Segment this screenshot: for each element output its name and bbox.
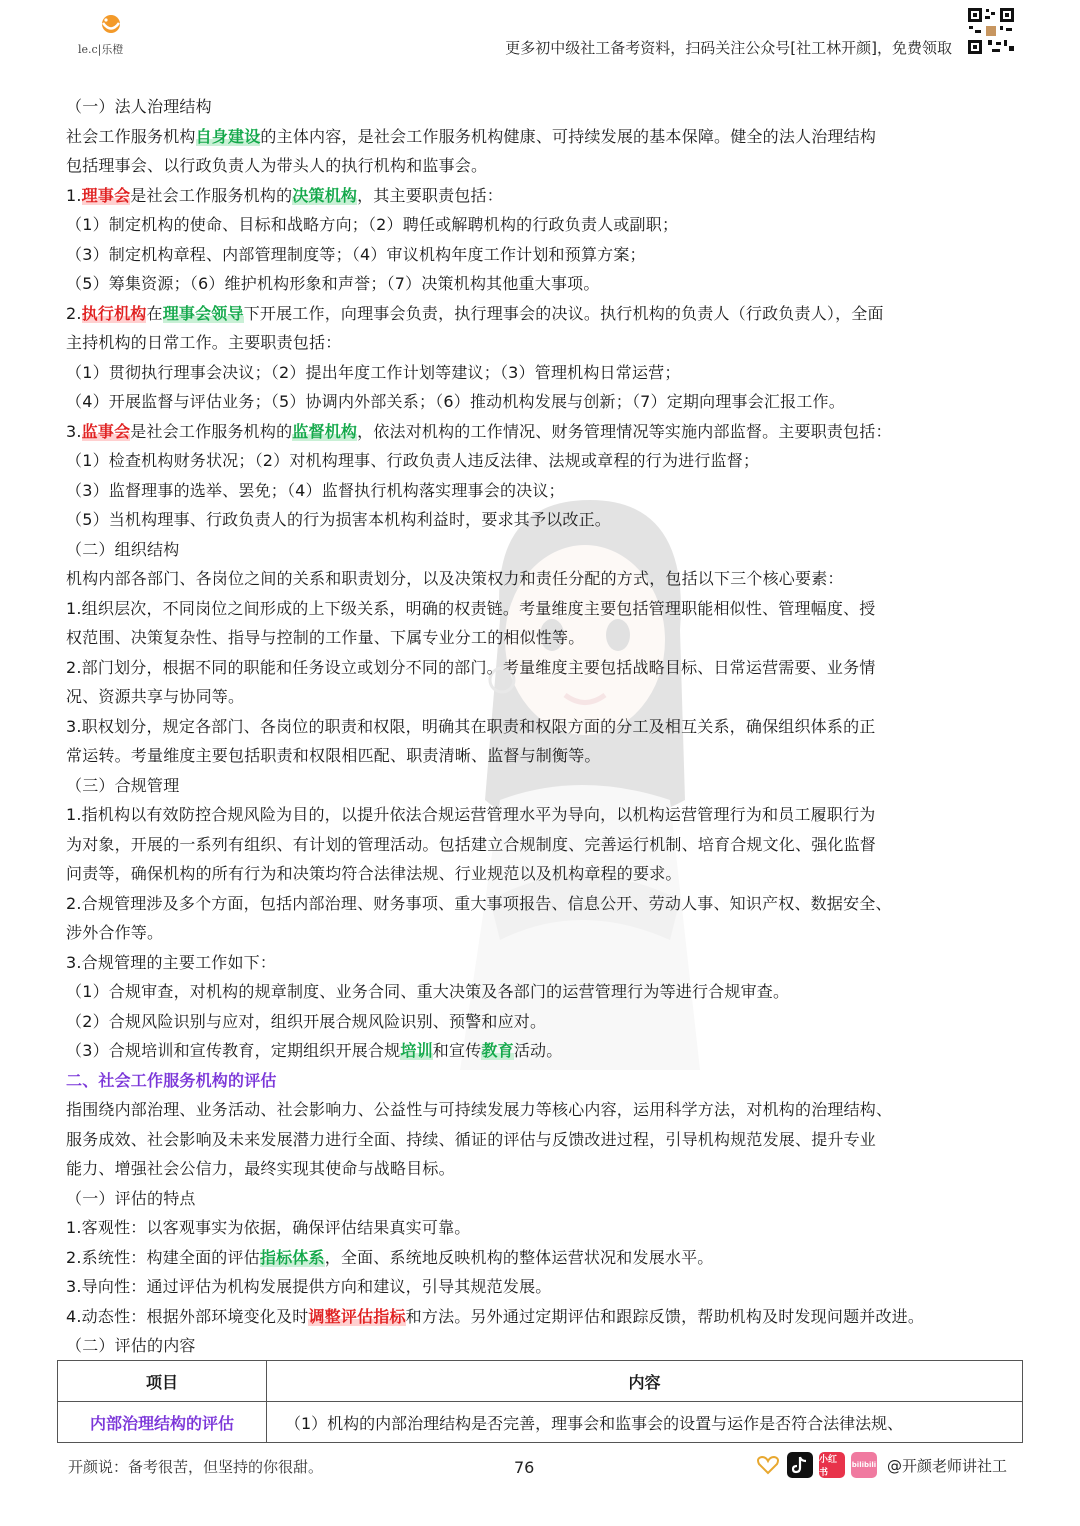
xiaohongshu-icon[interactable]: 小红书	[819, 1452, 845, 1478]
list-item: （4）开展监督与评估业务；（5）协调内外部关系；（6）推动机构发展与创新；（7）定期向理事会汇报工作。	[66, 392, 845, 411]
paragraph: 1.理事会是社会工作服务机构的决策机构，其主要职责包括：	[66, 185, 503, 205]
page-footer	[0, 1448, 1080, 1488]
paragraph: 3.职权划分，规定各部门、各岗位的职责和权限，明确其在职责和权限方面的分工及相互关系，确保组织体系的正	[66, 716, 876, 736]
keyword-highlight: 指标体系	[259, 1247, 325, 1267]
table-cell-item: 内部治理结构的评估	[58, 1402, 267, 1443]
paragraph: 指围绕内部治理、业务活动、社会影响力、公益性与可持续发展力等核心内容，运用科学方法，对机构的治理结构、	[66, 1100, 893, 1119]
paragraph: 3.监事会是社会工作服务机构的监督机构，依法对机构的工作情况、财务管理情况等实施内部监督。主要职责包括：	[66, 421, 892, 441]
keyword-highlight: 自身建设	[195, 126, 261, 146]
paragraph: 2.系统性：构建全面的评估指标体系，全面、系统地反映机构的整体运营状况和发展水平。	[66, 1247, 714, 1267]
qr-code-icon	[966, 6, 1016, 56]
section-heading: （二）评估的内容	[66, 1336, 196, 1355]
paragraph: 3.合规管理的主要工作如下：	[66, 952, 277, 972]
heart-icon	[755, 1452, 781, 1478]
paragraph: 包括理事会、以行政负责人为带头人的执行机构和监事会。	[66, 156, 488, 175]
paragraph: 2.合规管理涉及多个方面，包括内部治理、财务事项、重大事项报告、信息公开、劳动人事、知识产权、数据安全、	[66, 893, 892, 913]
section-heading: （一）法人治理结构	[66, 97, 212, 116]
section-heading: （二）组织结构	[66, 539, 180, 559]
paragraph: 况、资源共享与协同等。	[66, 687, 245, 706]
paragraph: 权范围、决策复杂性、指导与控制的工作量、下属专业分工的相似性等。	[66, 628, 585, 647]
paragraph: 2.执行机构在理事会领导下开展工作，向理事会负责，执行理事会的决议。执行机构的负责人（行政负责人），全面	[66, 303, 884, 323]
page-number: 76	[514, 1458, 535, 1477]
author-handle: @开颜老师讲社工	[887, 1456, 1008, 1475]
paragraph: 主持机构的日常工作。主要职责包括：	[66, 333, 342, 352]
list-item: （3）合规培训和宣传教育，定期组织开展合规培训和宣传教育活动。	[66, 1041, 563, 1060]
paragraph: 机构内部各部门、各岗位之间的关系和职责划分，以及决策权力和责任分配的方式，包括以下三个核心要素：	[66, 569, 844, 588]
list-item: （1）合规审查，对机构的规章制度、业务合同、重大决策及各部门的运营管理行为等进行合规审查。	[66, 982, 790, 1001]
list-item: （1）检查机构财务状况；（2）对机构理事、行政负责人违反法律、法规或章程的行为进行监督；	[66, 451, 760, 470]
paragraph: 1.客观性：以客观事实为依据，确保评估结果真实可靠。	[66, 1218, 471, 1237]
brand-logo	[78, 14, 148, 60]
keyword-highlight: 培训	[400, 1041, 433, 1060]
keyword-highlight: 决策机构	[292, 185, 358, 205]
table-row	[58, 1402, 1023, 1443]
list-item: （5）当机构理事、行政负责人的行为损害本机构利益时，要求其予以改正。	[66, 510, 611, 529]
paragraph: 能力、增强社会公信力，最终实现其使命与战略目标。	[66, 1159, 455, 1178]
table-header-item: 项目	[58, 1361, 267, 1402]
section-heading: （一）评估的特点	[66, 1188, 196, 1208]
paragraph: 2.部门划分，根据不同的职能和任务设立或划分不同的部门。考量维度主要包括战略目标、日常运营需要、业务情	[66, 657, 876, 677]
social-links	[755, 1450, 1007, 1480]
chapter-heading: 二、社会工作服务机构的评估	[66, 1070, 277, 1090]
table-header-content: 内容	[267, 1361, 1023, 1402]
paragraph: 1.指机构以有效防控合规风险为目的，以提升依法合规运营管理水平为导向，以机构运营管理行为和员工履职行为	[66, 805, 876, 824]
document-body	[66, 92, 1016, 1361]
keyword-highlight: 监督机构	[292, 421, 358, 441]
footer-motto: 开颜说：备考很苦，但坚持的你很甜。	[68, 1458, 324, 1476]
keyword-highlight: 执行机构	[81, 303, 147, 323]
paragraph: 问责等，确保机构的所有行为和决策均符合法律法规、行业规范以及机构章程的要求。	[66, 864, 682, 883]
section-heading: （三）合规管理	[66, 775, 180, 795]
list-item: （1）贯彻执行理事会决议；（2）提出年度工作计划等建议；（3）管理机构日常运营；	[66, 362, 681, 382]
smile-logo-icon	[78, 14, 148, 44]
keyword-highlight: 教育	[481, 1041, 514, 1060]
paragraph: 为对象，开展的一系列有组织、有计划的管理活动。包括建立合规制度、完善运行机制、培育合规文化、强化监督	[66, 834, 877, 854]
list-item: （5）筹集资源；（6）维护机构形象和声誉；（7）决策机构其他重大事项。	[66, 274, 600, 293]
list-item: （1）制定机构的使命、目标和战略方向；（2）聘任或解聘机构的行政负责人或副职；	[66, 215, 679, 234]
paragraph: 3.导向性：通过评估为机构发展提供方向和建议，引导其规范发展。	[66, 1277, 552, 1296]
douyin-icon[interactable]	[787, 1452, 813, 1478]
logo-text: le.c|乐橙	[78, 43, 124, 56]
header-notice: 更多初中级社工备考资料，扫码关注公众号[社工林开颜]，免费领取	[505, 39, 952, 57]
list-item: （3）监督理事的选举、罢免；（4）监督执行机构落实理事会的决议；	[66, 480, 565, 500]
table-cell-content: （1）机构的内部治理结构是否完善，理事会和监事会的设置与运作是否符合法律法规、	[267, 1402, 1023, 1443]
keyword-highlight: 监事会	[81, 421, 131, 441]
paragraph: 常运转。考量维度主要包括职责和权限相匹配、职责清晰、监督与制衡等。	[66, 746, 601, 765]
page-header	[0, 0, 1080, 80]
paragraph: 4.动态性：根据外部环境变化及时调整评估指标和方法。另外通过定期评估和跟踪反馈，帮助机构及时发现问题并改进。	[66, 1306, 925, 1326]
paragraph: 涉外合作等。	[66, 923, 164, 942]
paragraph: 服务成效、社会影响及未来发展潜力进行全面、持续、循证的评估与反馈改进过程，引导机构规范发展、提升专业	[66, 1129, 877, 1149]
evaluation-content-table	[57, 1360, 1023, 1443]
bilibili-icon[interactable]: bilibili	[851, 1452, 877, 1478]
list-item: （2）合规风险识别与应对，组织开展合规风险识别、预警和应对。	[66, 1011, 547, 1031]
keyword-highlight: 调整评估指标	[308, 1306, 406, 1326]
keyword-highlight: 理事会	[81, 185, 131, 205]
paragraph: 1.组织层次，不同岗位之间形成的上下级关系，明确的权责链。考量维度主要包括管理职能相似性、管理幅度、授	[66, 598, 876, 618]
keyword-highlight: 理事会领导	[162, 303, 244, 323]
paragraph: 社会工作服务机构自身建设的主体内容，是社会工作服务机构健康、可持续发展的基本保障。健全的法人治理结构	[66, 126, 877, 146]
list-item: （3）制定机构章程、内部管理制度等；（4）审议机构年度工作计划和预算方案；	[66, 244, 646, 264]
